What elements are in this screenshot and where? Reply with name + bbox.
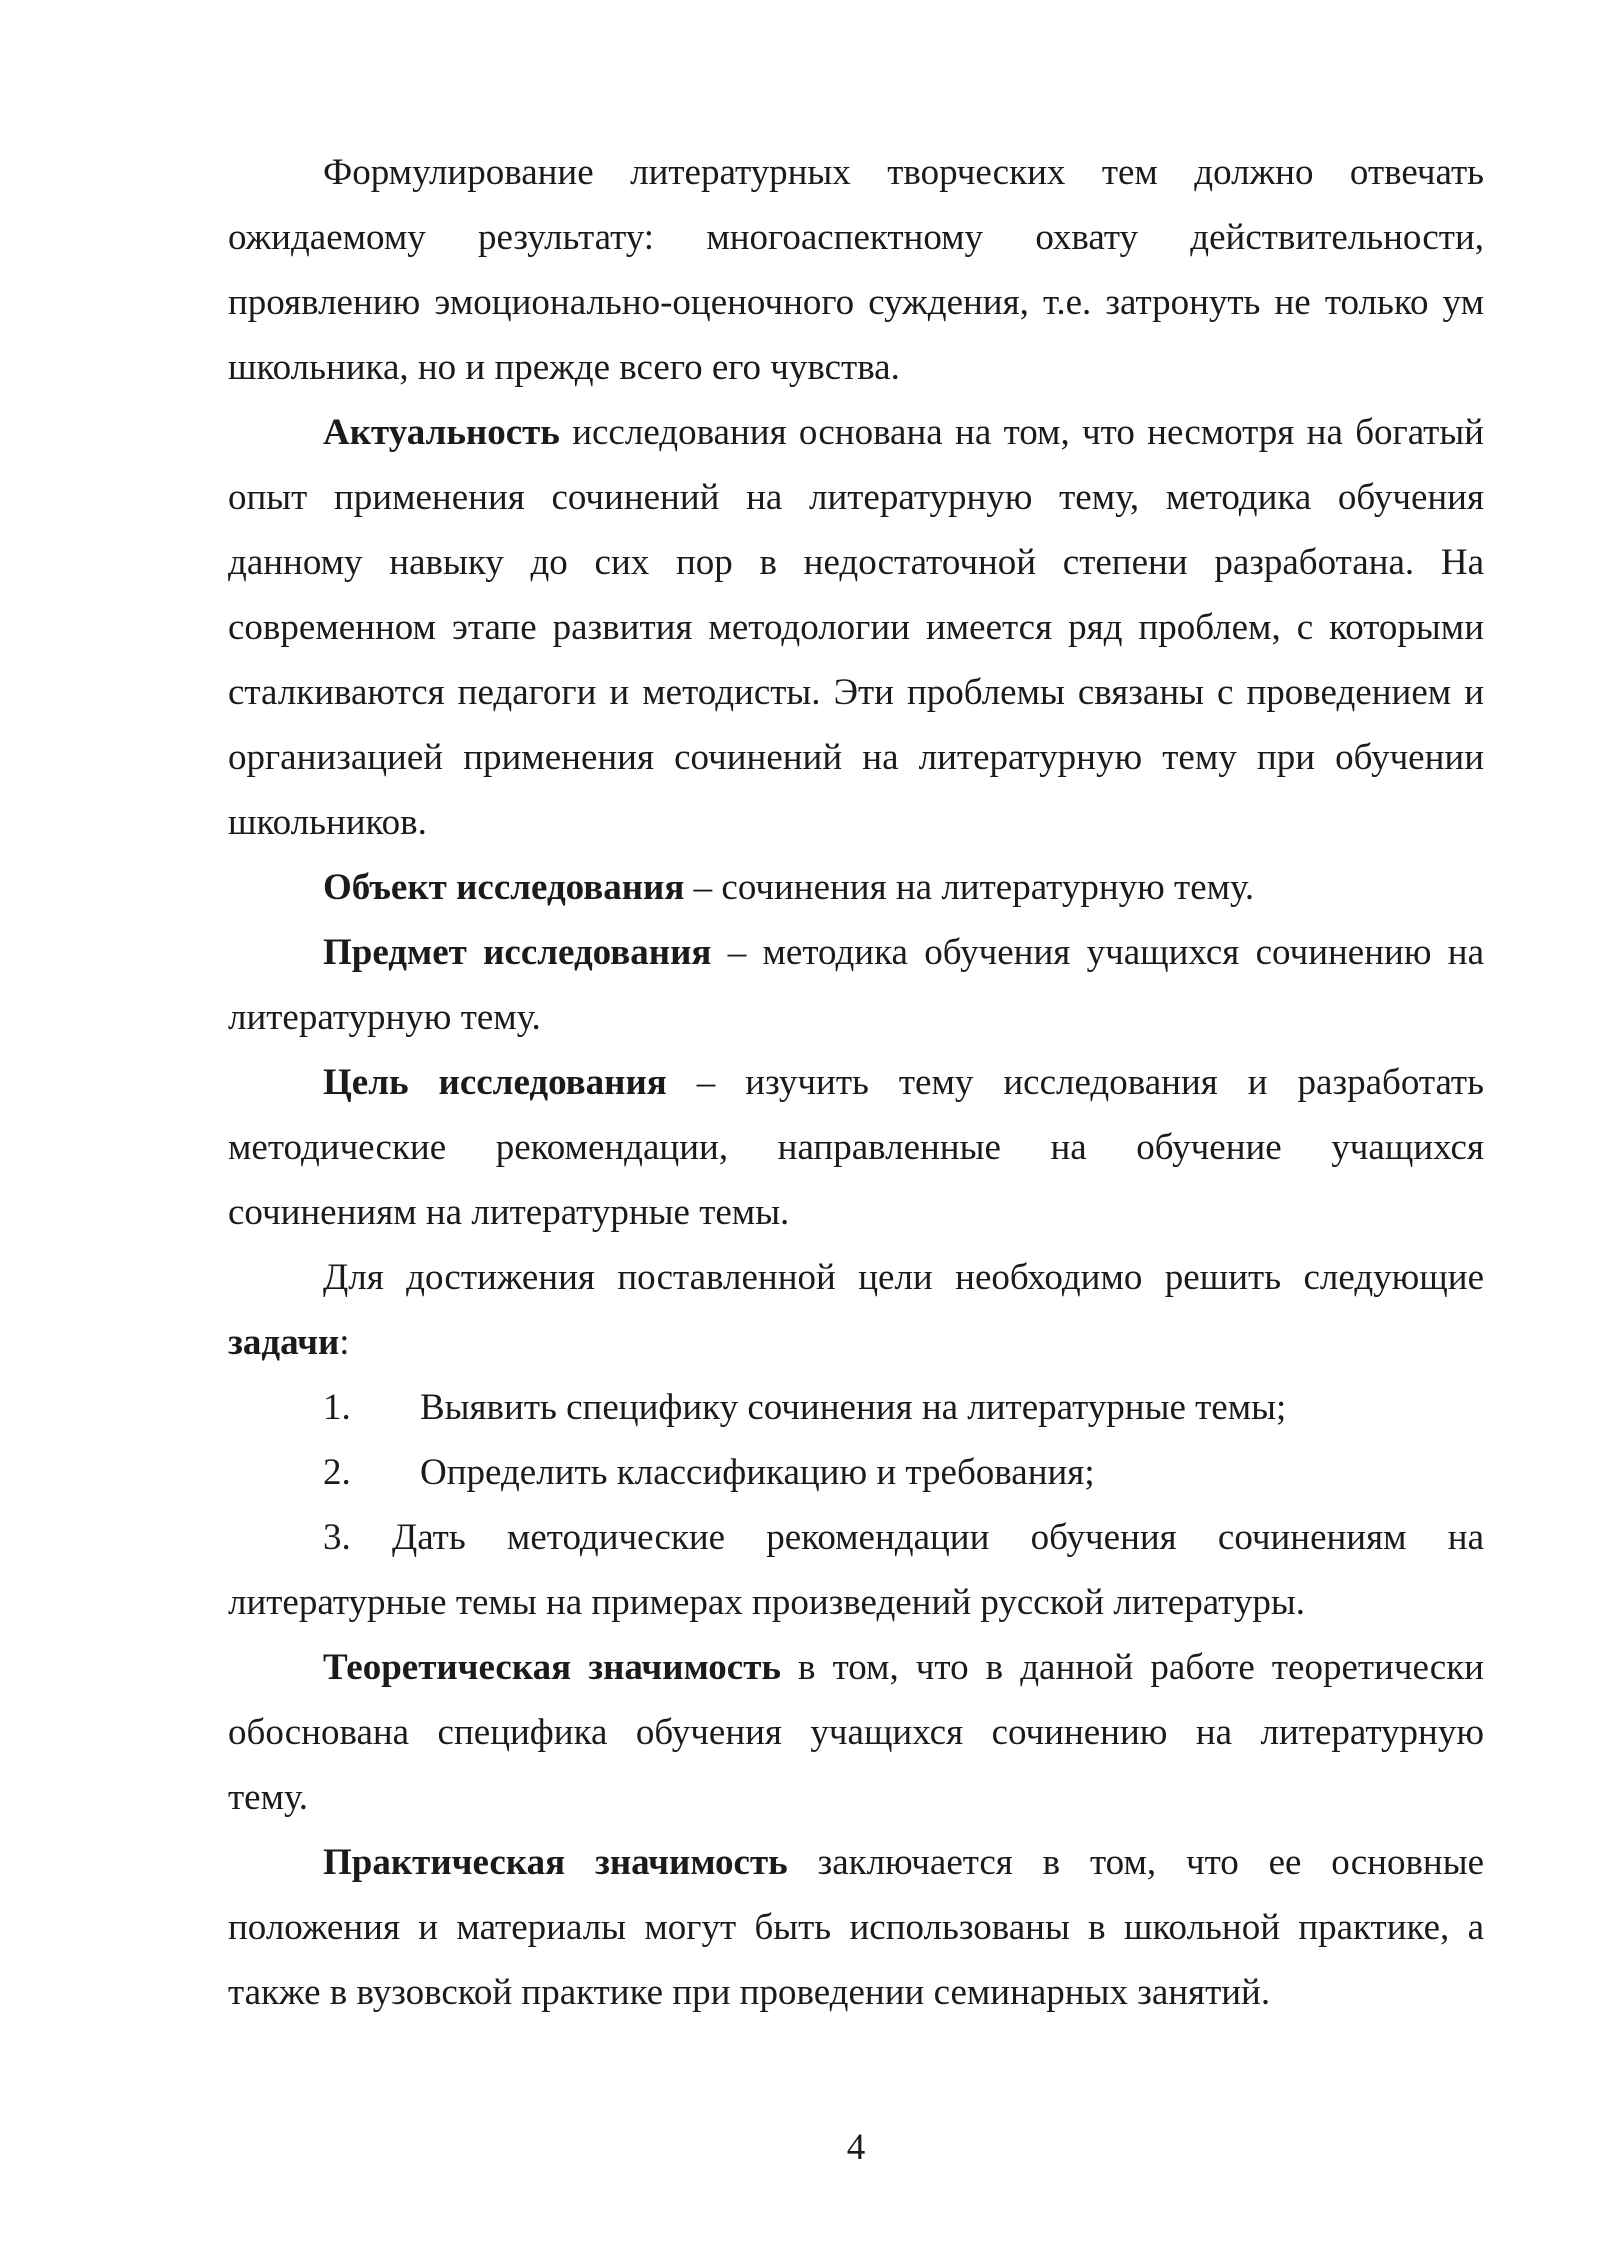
text-segment: данному навыку до сих пор в недостаточной степени разработана. На [228,542,1484,583]
list-number: 1. [323,1387,351,1428]
text-segment: Формулирование литературных творческих тем должно отвечать [323,152,1484,193]
bold-term: Практическая значимость [323,1842,788,1883]
text-line [228,985,1484,1050]
bold-term: Предмет исследования [323,932,712,973]
text-segment: ожидаемому результату: многоаспектному охвату действительности, [228,217,1484,258]
text-line [228,1310,1484,1375]
text-line [228,1505,1484,1570]
text-segment: Для достижения поставленной цели необходимо решить следующие [323,1257,1484,1298]
text-line [228,335,1484,400]
text-line [228,1570,1484,1635]
text-segment: проявлению эмоционально-оценочного суждения, т.е. затронуть не только ум [228,282,1484,323]
text-line [228,855,1484,920]
bold-term: Цель исследования [323,1062,667,1103]
text-segment: : [339,1322,350,1363]
text-segment: современном этапе развития методологии имеется ряд проблем, с которыми [228,607,1484,648]
text-line [228,660,1484,725]
text-line [228,400,1484,465]
text-line [228,140,1484,205]
text-segment: литературные темы на примерах произведений русской литературы. [228,1582,1305,1623]
text-line [228,1050,1484,1115]
text-segment: опыт применения сочинений на литературную тему, методика обучения [228,477,1484,518]
bold-term: Актуальность [323,412,560,453]
text-line [228,1960,1484,2025]
text-line [228,205,1484,270]
list-item-line [228,1440,1484,1505]
text-segment: методические рекомендации, направленные на обучение учащихся [228,1127,1484,1168]
text-line [228,595,1484,660]
text-line [228,270,1484,335]
text-segment: литературную тему. [228,997,541,1038]
text-line [228,465,1484,530]
text-segment: сталкиваются педагоги и методисты. Эти проблемы связаны с проведением и [228,672,1484,713]
text-line [228,1895,1484,1960]
text-line [228,920,1484,985]
list-number: 2. [323,1452,351,1493]
text-line [228,1115,1484,1180]
text-segment: Выявить специфику сочинения на литературные темы; [420,1387,1287,1428]
bold-term: Теоретическая значимость [323,1647,781,1688]
text-line [228,1180,1484,1245]
bold-term: Объект исследования [323,867,685,908]
text-line [228,530,1484,595]
text-line [228,1765,1484,1830]
text-line [228,1635,1484,1700]
text-line [228,1245,1484,1310]
text-segment: также в вузовской практике при проведении семинарных занятий. [228,1972,1271,2013]
text-line [228,790,1484,855]
text-block [228,140,1484,2025]
text-segment: обоснована специфика обучения учащихся сочинению на литературную [228,1712,1484,1753]
text-segment: школьника, но и прежде всего его чувства. [228,347,900,388]
text-segment: – изучить тему исследования и разработать [666,1062,1484,1103]
text-segment: 3. Дать методические рекомендации обучения сочинениям на [323,1517,1484,1558]
list-item-line [228,1375,1484,1440]
page-number: 4 [846,2127,866,2168]
text-line [228,725,1484,790]
text-segment: заключается в том, что ее основные [787,1842,1484,1883]
page-footer [228,2115,1484,2180]
text-segment: – методика обучения учащихся сочинению на [711,932,1484,973]
text-segment: организацией применения сочинений на литературную тему при обучении [228,737,1484,778]
text-segment: Определить классификацию и требования; [420,1452,1095,1493]
text-segment: школьников. [228,802,427,843]
text-segment: тему. [228,1777,309,1818]
text-segment: исследования основана на том, что несмотря на богатый [559,412,1484,453]
text-segment: положения и материалы могут быть использованы в школьной практике, а [228,1907,1484,1948]
text-line [228,1830,1484,1895]
bold-term: задачи [228,1322,340,1363]
text-segment: сочинениям на литературные темы. [228,1192,790,1233]
text-segment: в том, что в данной работе теоретически [780,1647,1484,1688]
text-segment: – сочинения на литературную тему. [684,867,1255,908]
text-line [228,1700,1484,1765]
